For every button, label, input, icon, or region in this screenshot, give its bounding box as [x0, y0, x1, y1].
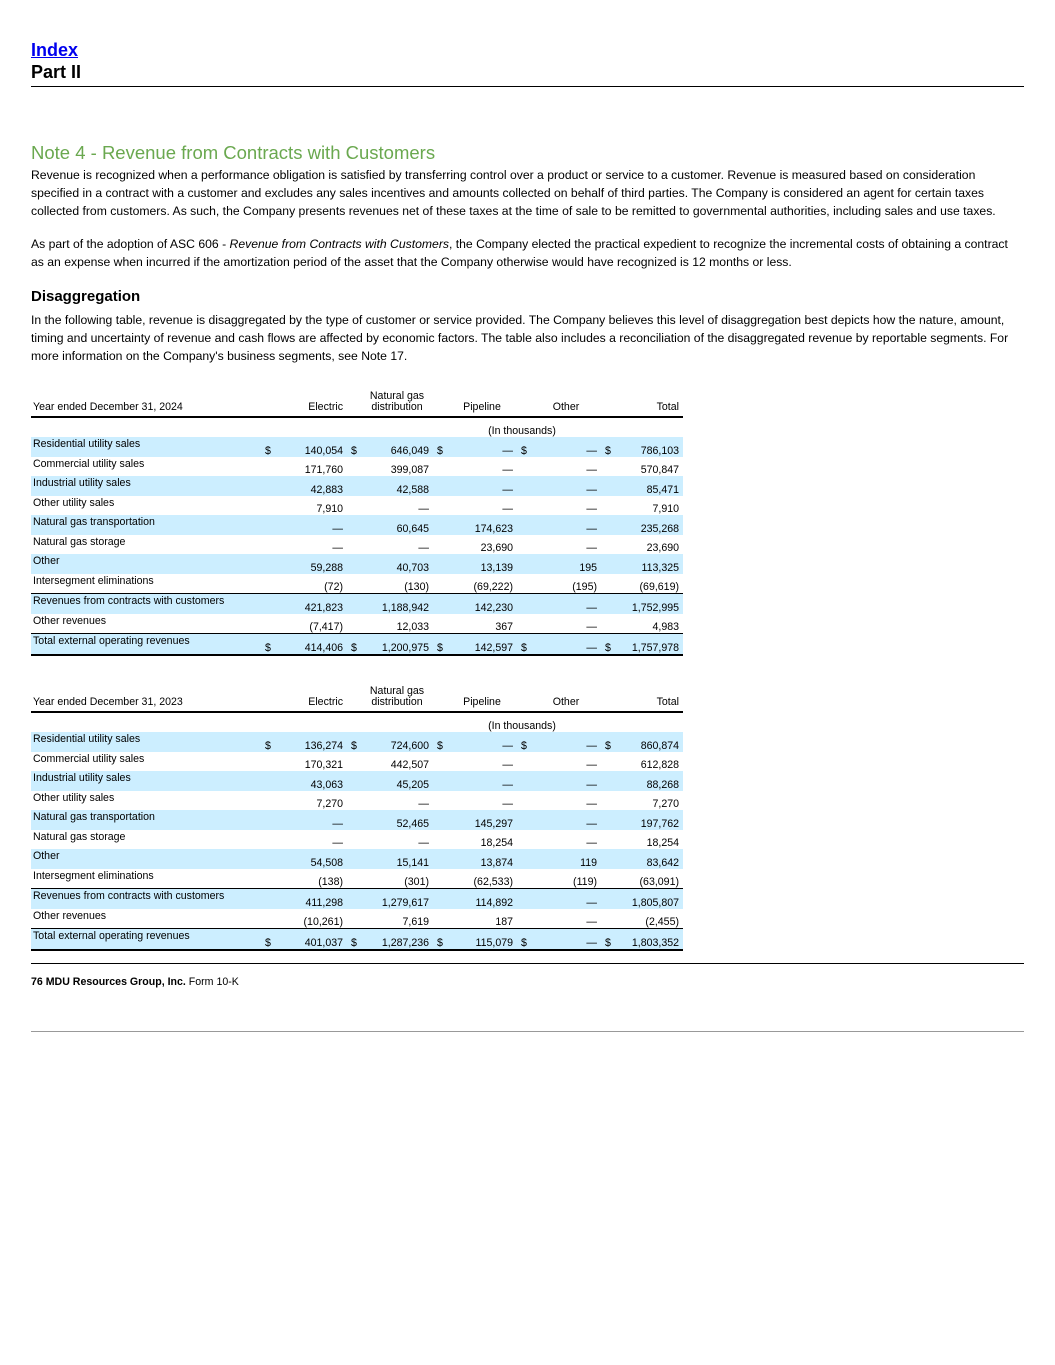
cell-electric: —: [275, 515, 347, 535]
currency-symbol: $: [433, 732, 447, 752]
footer-divider: [31, 963, 1024, 964]
cell-other: —: [586, 798, 597, 810]
natural-gas-header-line1: Natural gas: [369, 390, 425, 402]
row-label: Residential utility sales: [31, 437, 261, 457]
column-header-electric: Electric: [308, 696, 343, 708]
currency-symbol: $: [261, 732, 275, 752]
table-row: [31, 437, 683, 457]
row-label: Total external operating revenues: [31, 634, 261, 655]
row-label: Natural gas storage: [33, 535, 126, 548]
cell-electric: 54,508: [275, 849, 347, 869]
row-label: Industrial utility sales: [31, 771, 261, 791]
cell-electric: 401,037: [275, 929, 347, 950]
cell-electric: (72): [324, 581, 343, 593]
table-row: [31, 909, 683, 929]
currency-symbol: $: [601, 437, 615, 457]
table-row: [31, 515, 683, 535]
cell-electric: 7,270: [316, 798, 343, 810]
currency-symbol: $: [601, 732, 615, 752]
paragraph-disaggregation: In the following table, revenue is disaggregated by the type of customer or service provided. The Company believes this level of disaggregation best depicts how the nature, amount, timing and uncertainty of revenue and cash flows are affected by economic factors. The table also includes a reconciliation of the disaggregated revenue by reportable segments. For more information on the Company's business segments, see Note 17.: [31, 313, 1009, 363]
part-title: Part II: [31, 62, 82, 82]
cell-natural-gas: 399,087: [390, 464, 429, 476]
cell-natural-gas: 60,645: [361, 515, 433, 535]
cell-total: 113,325: [615, 554, 683, 574]
cell-other: —: [531, 929, 601, 950]
cell-natural-gas: 1,287,236: [361, 929, 433, 950]
cell-electric: —: [332, 542, 343, 554]
cell-pipeline: —: [502, 464, 513, 476]
column-header-pipeline: Pipeline: [463, 401, 501, 413]
cell-natural-gas: —: [418, 837, 429, 849]
cell-other: —: [586, 503, 597, 515]
cell-other: —: [586, 837, 597, 849]
cell-pipeline: —: [447, 476, 517, 496]
cell-other: —: [586, 542, 597, 554]
cell-total: 1,757,978: [615, 634, 683, 655]
revenue-table-2024: [31, 385, 683, 656]
cell-natural-gas: 42,588: [361, 476, 433, 496]
row-label: Revenues from contracts with customers: [31, 594, 261, 614]
cell-other: —: [586, 464, 597, 476]
currency-symbol: $: [601, 634, 615, 655]
cell-other: —: [531, 889, 601, 909]
row-label: Industrial utility sales: [31, 476, 261, 496]
cell-other: —: [586, 916, 597, 928]
units-label: (In thousands): [488, 425, 556, 437]
row-label: Intersegment eliminations: [33, 574, 154, 587]
currency-symbol: $: [517, 732, 531, 752]
table-row: [31, 614, 683, 634]
cell-other: (119): [573, 876, 597, 888]
column-header-total: Total: [656, 401, 679, 413]
cell-pipeline: 114,892: [447, 889, 517, 909]
table-row: [31, 791, 683, 811]
table-row: [31, 929, 683, 950]
currency-symbol: $: [261, 437, 275, 457]
cell-total: 83,642: [615, 849, 683, 869]
column-header-pipeline: Pipeline: [463, 696, 501, 708]
cell-electric: 421,823: [275, 594, 347, 614]
revenue-table-2023: [31, 680, 683, 951]
cell-pipeline: (69,222): [473, 581, 513, 593]
cell-natural-gas: 724,600: [361, 732, 433, 752]
row-label: Other: [31, 849, 261, 869]
table-row: [31, 554, 683, 574]
table-row: [31, 732, 683, 752]
row-label: Commercial utility sales: [33, 457, 145, 470]
currency-symbol: $: [601, 929, 615, 950]
currency-symbol: $: [517, 929, 531, 950]
cell-electric: 42,883: [275, 476, 347, 496]
cell-pipeline: 115,079: [447, 929, 517, 950]
column-header-electric: Electric: [308, 401, 343, 413]
row-label: Natural gas transportation: [31, 515, 261, 535]
currency-symbol: $: [517, 437, 531, 457]
currency-symbol: $: [517, 634, 531, 655]
units-label: (In thousands): [488, 720, 556, 732]
cell-total: 235,268: [615, 515, 683, 535]
cell-total: (69,619): [639, 581, 679, 593]
currency-symbol: $: [347, 732, 361, 752]
row-label: Total external operating revenues: [31, 929, 261, 950]
cell-pipeline: 23,690: [480, 542, 513, 554]
cell-electric: 170,321: [304, 759, 343, 771]
currency-symbol: $: [261, 929, 275, 950]
cell-natural-gas: 1,200,975: [361, 634, 433, 655]
currency-symbol: $: [261, 634, 275, 655]
table-header-row: [31, 385, 683, 417]
table-row: [31, 830, 683, 850]
natural-gas-header-line2: distribution: [371, 696, 423, 708]
cell-pipeline: 13,139: [447, 554, 517, 574]
cell-pipeline: —: [502, 503, 513, 515]
cell-electric: —: [332, 837, 343, 849]
table-row: [31, 535, 683, 555]
cell-other: —: [586, 621, 597, 633]
cell-natural-gas: 1,279,617: [361, 889, 433, 909]
cell-electric: 411,298: [275, 889, 347, 909]
cell-pipeline: 187: [495, 916, 513, 928]
cell-total: 88,268: [615, 771, 683, 791]
asc606-text-post: , the Company elected the practical expedient to recognize the incremental costs of obtaining a contract as an expense when incurred if the amortization period of the asset that the Company otherwise would have recognized is 12 months or less.: [31, 237, 1008, 269]
table-row: [31, 752, 683, 772]
cell-total: (2,455): [645, 916, 679, 928]
cell-electric: 59,288: [275, 554, 347, 574]
row-label: Other revenues: [33, 614, 107, 627]
cell-pipeline: —: [502, 798, 513, 810]
table-row: [31, 594, 683, 614]
cell-natural-gas: (130): [404, 581, 429, 593]
table-row: [31, 771, 683, 791]
asc606-title: Revenue from Contracts with Customers: [229, 237, 449, 251]
table-row: [31, 476, 683, 496]
cell-total: 1,805,807: [615, 889, 683, 909]
row-label: Other utility sales: [33, 496, 115, 509]
cell-pipeline: —: [447, 732, 517, 752]
cell-other: —: [531, 810, 601, 830]
cell-total: 7,910: [652, 503, 679, 515]
cell-natural-gas: 646,049: [361, 437, 433, 457]
cell-natural-gas: 1,188,942: [361, 594, 433, 614]
cell-pipeline: (62,533): [473, 876, 513, 888]
table-row: [31, 889, 683, 909]
cell-pipeline: —: [447, 437, 517, 457]
cell-natural-gas: 7,619: [402, 916, 429, 928]
note-title: Note 4 - Revenue from Contracts with Customers: [31, 142, 436, 163]
cell-natural-gas: —: [418, 503, 429, 515]
cell-other: 119: [531, 849, 601, 869]
paragraph-revenue-recognition: Revenue is recognized when a performance obligation is satisfied by transferring control over a product or service to a customer. Revenue is measured based on consideration specified in a contract with a customer and excludes any sales incentives and amounts collected on behalf of third parties. The Company is considered an agent for certain taxes collected from customers. As such, the Company presents revenues net of these taxes at the time of sale to be remitted to governmental authorities, including sales and use taxes.: [31, 168, 996, 218]
table-row: [31, 810, 683, 830]
cell-electric: 7,910: [316, 503, 343, 515]
asc606-text-pre: As part of the adoption of ASC 606 -: [31, 237, 230, 251]
cell-total: 570,847: [640, 464, 679, 476]
cell-natural-gas: 442,507: [390, 759, 429, 771]
section-title-disaggregation: Disaggregation: [31, 288, 141, 305]
cell-electric: 414,406: [275, 634, 347, 655]
table-row: [31, 457, 683, 477]
cell-electric: (10,261): [303, 916, 343, 928]
footer-page-company: 76 MDU Resources Group, Inc.: [31, 976, 186, 988]
cell-pipeline: 145,297: [447, 810, 517, 830]
natural-gas-header-line2: distribution: [371, 401, 423, 413]
row-label: Commercial utility sales: [33, 752, 145, 765]
cell-electric: 136,274: [275, 732, 347, 752]
cell-pipeline: 18,254: [480, 837, 513, 849]
table-row: [31, 496, 683, 516]
column-header-other: Other: [552, 401, 580, 413]
cell-other: —: [586, 759, 597, 771]
currency-symbol: $: [347, 929, 361, 950]
row-label: Revenues from contracts with customers: [31, 889, 261, 909]
natural-gas-header-line1: Natural gas: [369, 685, 425, 697]
cell-natural-gas: 40,703: [361, 554, 433, 574]
currency-symbol: $: [433, 929, 447, 950]
units-row: [31, 417, 683, 437]
cell-electric: (138): [318, 876, 343, 888]
cell-electric: 171,760: [304, 464, 343, 476]
row-label: Residential utility sales: [31, 732, 261, 752]
cell-other: —: [531, 771, 601, 791]
cell-natural-gas: (301): [404, 876, 429, 888]
index-link[interactable]: Index: [31, 40, 79, 60]
table-row: [31, 634, 683, 655]
cell-other: —: [531, 515, 601, 535]
currency-symbol: $: [433, 634, 447, 655]
cell-other: —: [531, 437, 601, 457]
cell-natural-gas: 12,033: [396, 621, 429, 633]
cell-total: 1,752,995: [615, 594, 683, 614]
cell-natural-gas: —: [418, 798, 429, 810]
cell-other: —: [531, 476, 601, 496]
table-row: [31, 574, 683, 594]
page-footer: [31, 976, 239, 988]
row-label: Other: [31, 554, 261, 574]
cell-total: 860,874: [615, 732, 683, 752]
column-header-other: Other: [552, 696, 580, 708]
cell-total: 4,983: [652, 621, 679, 633]
cell-pipeline: —: [447, 771, 517, 791]
cell-pipeline: 13,874: [447, 849, 517, 869]
cell-electric: (7,417): [309, 621, 343, 633]
cell-pipeline: 142,230: [447, 594, 517, 614]
cell-total: (63,091): [639, 876, 679, 888]
cell-electric: —: [275, 810, 347, 830]
column-header-total: Total: [656, 696, 679, 708]
cell-natural-gas: —: [418, 542, 429, 554]
cell-other: —: [531, 594, 601, 614]
column-header-natural-gas-distribution: [361, 680, 433, 712]
cell-total: 1,803,352: [615, 929, 683, 950]
units-row: [31, 712, 683, 732]
page-bottom-divider: [31, 1031, 1024, 1032]
row-label: Other revenues: [33, 909, 107, 922]
cell-total: 197,762: [615, 810, 683, 830]
cell-total: 7,270: [652, 798, 679, 810]
cell-total: 18,254: [646, 837, 679, 849]
year-label: Year ended December 31, 2023: [33, 696, 183, 708]
currency-symbol: $: [347, 437, 361, 457]
currency-symbol: $: [433, 437, 447, 457]
footer-form: Form 10-K: [188, 976, 239, 988]
column-header-natural-gas-distribution: [361, 385, 433, 417]
row-label: Natural gas transportation: [31, 810, 261, 830]
cell-pipeline: —: [502, 759, 513, 771]
currency-symbol: $: [347, 634, 361, 655]
cell-electric: 43,063: [275, 771, 347, 791]
table-row: [31, 849, 683, 869]
year-label: Year ended December 31, 2024: [33, 401, 183, 413]
cell-total: 786,103: [615, 437, 683, 457]
cell-total: 612,828: [640, 759, 679, 771]
cell-natural-gas: 52,465: [361, 810, 433, 830]
cell-natural-gas: 45,205: [361, 771, 433, 791]
cell-other: (195): [572, 581, 597, 593]
table-row: [31, 869, 683, 889]
cell-other: —: [531, 634, 601, 655]
row-label: Other utility sales: [33, 791, 115, 804]
header-divider: [31, 86, 1024, 87]
cell-total: 85,471: [615, 476, 683, 496]
cell-total: 23,690: [646, 542, 679, 554]
cell-other: 195: [531, 554, 601, 574]
row-label: Intersegment eliminations: [33, 869, 154, 882]
cell-pipeline: 367: [495, 621, 513, 633]
paragraph-asc606: [31, 235, 1024, 271]
row-label: Natural gas storage: [33, 830, 126, 843]
cell-natural-gas: 15,141: [361, 849, 433, 869]
cell-pipeline: 174,623: [447, 515, 517, 535]
cell-pipeline: 142,597: [447, 634, 517, 655]
table-header-row: [31, 680, 683, 712]
cell-other: —: [531, 732, 601, 752]
cell-electric: 140,054: [275, 437, 347, 457]
